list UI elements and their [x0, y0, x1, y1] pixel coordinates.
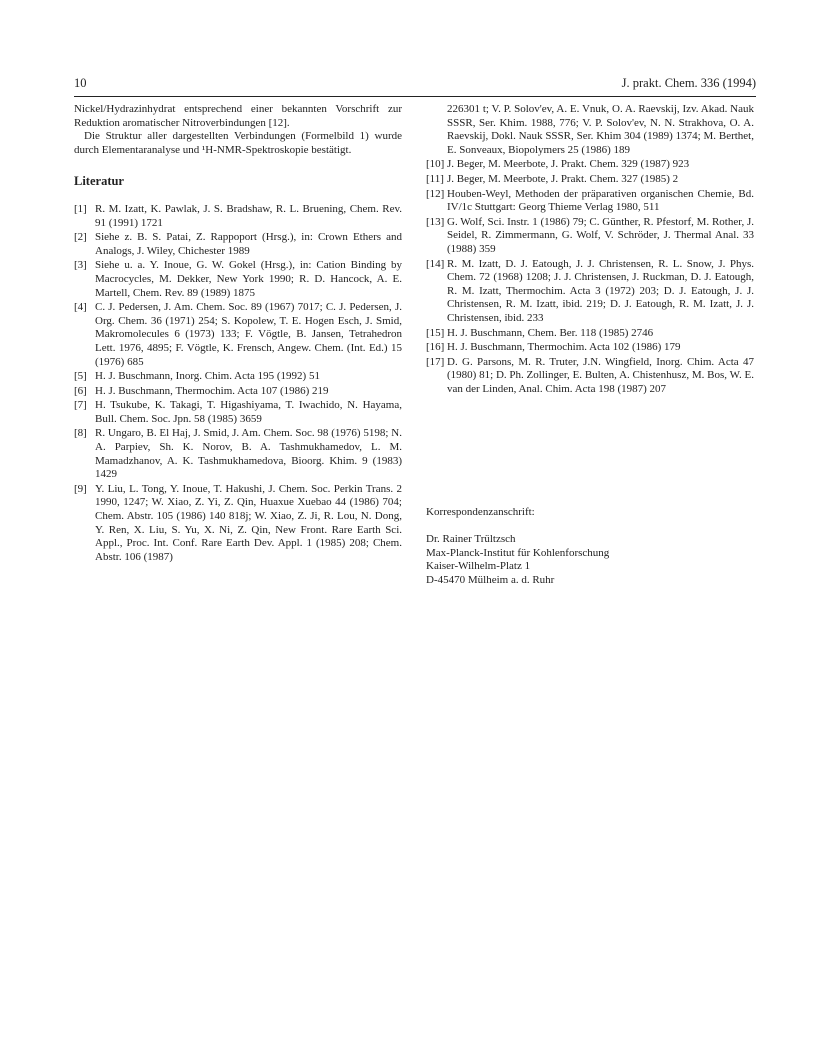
left-column — [74, 103, 402, 565]
address-line: D-45470 Mülheim a. d. Ruhr — [426, 573, 555, 586]
reference-text: Y. Liu, L. Tong, Y. Inoue, T. Hakushi, J. Chem. Soc. Perkin Trans. 2 1990, 1247; W. Xiao, Z. Yi, Z. Qin, Huaxue Xuebao 44 (1986) 704; Chem. Abstr. 105 (1986) 140 818j; W. Xiao, Z. Ji, R. Lou, N. Dong, Y. Ren, X. Liu, S. Yu, X. Ni, Z. Qin, New Front. Rare Earth Sci. Appl., Proc. Int. Conf. Rare Earth Dev. Appl. 1 (1985) 208; Chem. Abstr. 106 (1987) — [95, 482, 402, 563]
reference-text: Siehe u. a. Y. Inoue, G. W. Gokel (Hrsg.), in: Cation Binding by Macrocycles, M. Dekker, New York 1990; R. D. Hancock, A. E. Martell, Chem. Rev. 89 (1989) 1875 — [95, 259, 402, 299]
reference-number: [10] — [426, 158, 445, 171]
reference-item — [426, 173, 754, 187]
reference-number: [17] — [426, 355, 445, 368]
journal-citation: J. prakt. Chem. 336 (1994) — [621, 76, 756, 90]
reference-number: [16] — [426, 341, 445, 354]
reference-item — [74, 483, 402, 565]
reference-item — [426, 188, 754, 215]
reference-number: [7] — [74, 399, 87, 412]
reference-text: R. M. Izatt, K. Pawlak, J. S. Bradshaw, R. L. Bruening, Chem. Rev. 91 (1991) 1721 — [95, 202, 402, 229]
address-line: Max-Planck-Institut für Kohlenforschung — [426, 546, 610, 559]
reference-item — [426, 216, 754, 257]
right-column — [426, 103, 754, 587]
reference-text: Siehe z. B. S. Patai, Z. Rappoport (Hrsg.), in: Crown Ethers and Analogs, J. Wiley, Chichester 1989 — [95, 231, 402, 257]
reference-text: J. Beger, M. Meerbote, J. Prakt. Chem. 327 (1985) 2 — [447, 172, 679, 185]
reference-number: [6] — [74, 384, 87, 397]
reference-item — [74, 231, 402, 258]
reference-item — [74, 399, 402, 426]
reference-text: H. Tsukube, K. Takagi, T. Higashiyama, T. Iwachido, N. Hayama, Bull. Chem. Soc. Jpn. 58 (1985) 3659 — [95, 399, 402, 425]
reference-item — [74, 259, 402, 300]
page-header — [74, 76, 756, 97]
section-heading-literatur: Literatur — [74, 174, 124, 189]
reference-number: [15] — [426, 326, 445, 339]
reference-number: [8] — [74, 427, 87, 440]
reference-text: H. J. Buschmann, Chem. Ber. 118 (1985) 2746 — [447, 326, 654, 339]
reference-number: [11] — [426, 172, 444, 185]
reference-item — [74, 203, 402, 230]
reference-text: G. Wolf, Sci. Instr. 1 (1986) 79; C. Günther, R. Pfestorf, M. Rother, J. Seidel, R. Zimmermann, G. Wolf, V. Schröder, J. Thermal Anal. 33 (1988) 359 — [447, 215, 754, 255]
reference-number: [1] — [74, 202, 87, 215]
address-line: Dr. Rainer Trültzsch — [426, 533, 516, 546]
reference-item — [74, 385, 402, 399]
reference-number: [12] — [426, 187, 445, 200]
reference-list — [74, 203, 402, 564]
reference-item — [426, 356, 754, 397]
reference-item — [426, 327, 754, 341]
reference-text: H. J. Buschmann, Thermochim. Acta 107 (1986) 219 — [95, 384, 329, 397]
correspondence-address — [426, 506, 754, 587]
page-number: 10 — [74, 76, 87, 90]
reference-item — [74, 370, 402, 384]
reference-item — [426, 158, 754, 172]
body-paragraph: Nickel/Hydrazinhydrat entsprechend einer bekannten Vorschrift zur Reduktion aromatischer Nitroverbindungen [12]. — [74, 103, 402, 129]
reference-text: H. J. Buschmann, Thermochim. Acta 102 (1986) 179 — [447, 341, 681, 354]
address-line: Kaiser-Wilhelm-Platz 1 — [426, 560, 531, 573]
reference-item — [426, 341, 754, 355]
address-label: Korrespondenzanschrift: — [426, 506, 535, 519]
reference-number: [3] — [74, 259, 87, 272]
reference-text: R. M. Izatt, D. J. Eatough, J. J. Christensen, R. L. Snow, J. Phys. Chem. 72 (1968) 1208; J. J. Christensen, J. Ruckman, D. J. Eatough, R. M. Izatt, Thermochim. Acta 3 (1972) 203; D. J. Eatough, J. J. Christensen, R. M. Izatt, ibid. 219; D. J. Eatough, R. M. Izatt, J. J. Christensen, ibid. 233 — [447, 257, 754, 324]
reference-text: J. Beger, M. Meerbote, J. Prakt. Chem. 329 (1987) 923 — [447, 158, 690, 171]
reference-number: [5] — [74, 370, 87, 383]
body-paragraph: Die Struktur aller dargestellten Verbindungen (Formelbild 1) wurde durch Elementaranalyse und ¹H-NMR-Spektroskopie bestätigt. — [74, 130, 402, 156]
reference-text: C. J. Pedersen, J. Am. Chem. Soc. 89 (1967) 7017; C. J. Pedersen, J. Org. Chem. 36 (1971) 254; S. Kopolew, T. E. Hogen Esch, J. Smid, Makromolecules 6 (1973) 133; F. Vögtle, B. Jansen, Tetrahedron Lett. 1976, 4895; F. Vögtle, K. Frensch, Angew. Chem. (Int. Ed.) 15 (1976) 685 — [95, 301, 402, 368]
reference-item — [74, 301, 402, 369]
reference-number: [13] — [426, 215, 445, 228]
reference-item — [74, 427, 402, 481]
reference-text: D. G. Parsons, M. R. Truter, J.N. Wingfield, Inorg. Chim. Acta 47 (1980) 81; D. Ph. Zollinger, E. Bulten, A. Chistenhusz, M. Bos, W. E. van der Linden, Anal. Chim. Acta 198 (1987) 207 — [447, 355, 754, 395]
reference-text: 226301 t; V. P. Solov'ev, A. E. Vnuk, O. A. Raevskij, Izv. Akad. Nauk SSSR, Ser. Khim. 1988, 776; V. P. Solov'ev, N. N. Strakhova, O. A. Raevskij, Dokl. Nauk SSSR, Ser. Khim 304 (1989) 1374; M. Berthet, E. Sonveaux, Biopolymers 25 (1986) 189 — [447, 103, 754, 156]
reference-number: [2] — [74, 231, 87, 244]
reference-continuation — [426, 103, 754, 157]
reference-number: [4] — [74, 301, 87, 314]
reference-text: R. Ungaro, B. El Haj, J. Smid, J. Am. Chem. Soc. 98 (1976) 5198; N. A. Parpiev, Sh. K. Norov, B. A. Tashmukhamedov, L. M. Mamadzhanov, A. K. Tashmukhamedova, Bioorg. Khim. 9 (1983) 1429 — [95, 427, 402, 481]
reference-item — [426, 258, 754, 326]
reference-number: [9] — [74, 482, 87, 495]
reference-number: [14] — [426, 257, 445, 270]
reference-text: Houben-Weyl, Methoden der präparativen organischen Chemie, Bd. IV/1c Stuttgart: Georg Thieme Verlag 1980, 511 — [447, 187, 754, 214]
reference-text: H. J. Buschmann, Inorg. Chim. Acta 195 (1992) 51 — [95, 370, 320, 383]
reference-list-continued — [426, 103, 754, 396]
